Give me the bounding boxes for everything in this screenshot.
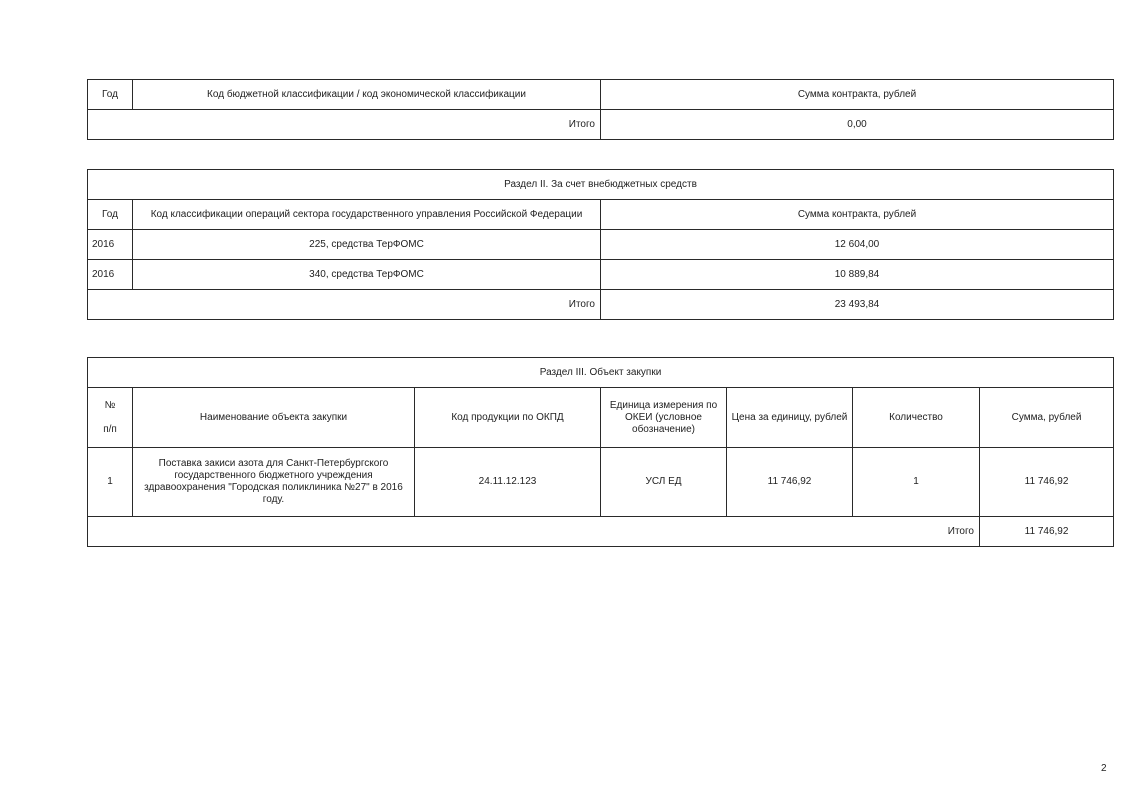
total-label: Итого (88, 290, 601, 320)
header-year: Год (88, 200, 133, 230)
total-value: 23 493,84 (601, 290, 1114, 320)
cell-okpd-code: 24.11.12.123 (415, 448, 601, 517)
table-row (88, 260, 1114, 290)
header-contract-amount: Сумма контракта, рублей (601, 80, 1114, 110)
procurement-object-table (87, 357, 1114, 547)
header-number-label: п/п (103, 423, 117, 435)
header-contract-amount: Сумма контракта, рублей (601, 200, 1114, 230)
header-sum: Сумма, рублей (980, 388, 1114, 448)
section-title: Раздел II. За счет внебюджетных средств (88, 170, 1114, 200)
total-row (88, 110, 1114, 140)
section-title-row (88, 358, 1114, 388)
total-value: 0,00 (601, 110, 1114, 140)
header-operations-code: Код классификации операций сектора государственного управления Российской Федерации (133, 200, 601, 230)
budget-classification-table (87, 79, 1114, 140)
cell-year: 2016 (88, 230, 133, 260)
header-unit-price: Цена за единицу, рублей (727, 388, 853, 448)
header-year: Год (88, 80, 133, 110)
table-row (88, 230, 1114, 260)
cell-amount: 10 889,84 (601, 260, 1114, 290)
cell-unit: УСЛ ЕД (601, 448, 727, 517)
table-header-row (88, 200, 1114, 230)
header-okpd-code: Код продукции по ОКПД (415, 388, 601, 448)
total-label: Итого (88, 110, 601, 140)
table-row (88, 448, 1114, 517)
table-header-row (88, 80, 1114, 110)
total-value: 11 746,92 (980, 517, 1114, 547)
cell-unit-price: 11 746,92 (727, 448, 853, 517)
cell-code: 225, средства ТерФОМС (133, 230, 601, 260)
cell-code: 340, средства ТерФОМС (133, 260, 601, 290)
section-title-row (88, 170, 1114, 200)
cell-object-name: Поставка закиси азота для Санкт-Петербургского государственного бюджетного учреждения здравоохранения "Городская поликлиника №27" в 2016 году. (133, 448, 415, 517)
header-number-symbol: № (104, 399, 116, 411)
header-number (88, 388, 133, 448)
section-title: Раздел III. Объект закупки (88, 358, 1114, 388)
page-number: 2 (1101, 763, 1107, 774)
total-row (88, 290, 1114, 320)
extrabudgetary-funds-table (87, 169, 1114, 320)
header-object-name: Наименование объекта закупки (133, 388, 415, 448)
cell-year: 2016 (88, 260, 133, 290)
total-label: Итого (88, 517, 980, 547)
header-quantity: Количество (853, 388, 980, 448)
table-header-row (88, 388, 1114, 448)
cell-amount: 12 604,00 (601, 230, 1114, 260)
header-budget-code: Код бюджетной классификации / код экономической классификации (133, 80, 601, 110)
header-unit: Единица измерения по ОКЕИ (условное обозначение) (601, 388, 727, 448)
cell-quantity: 1 (853, 448, 980, 517)
cell-number: 1 (88, 448, 133, 517)
cell-sum: 11 746,92 (980, 448, 1114, 517)
total-row (88, 517, 1114, 547)
